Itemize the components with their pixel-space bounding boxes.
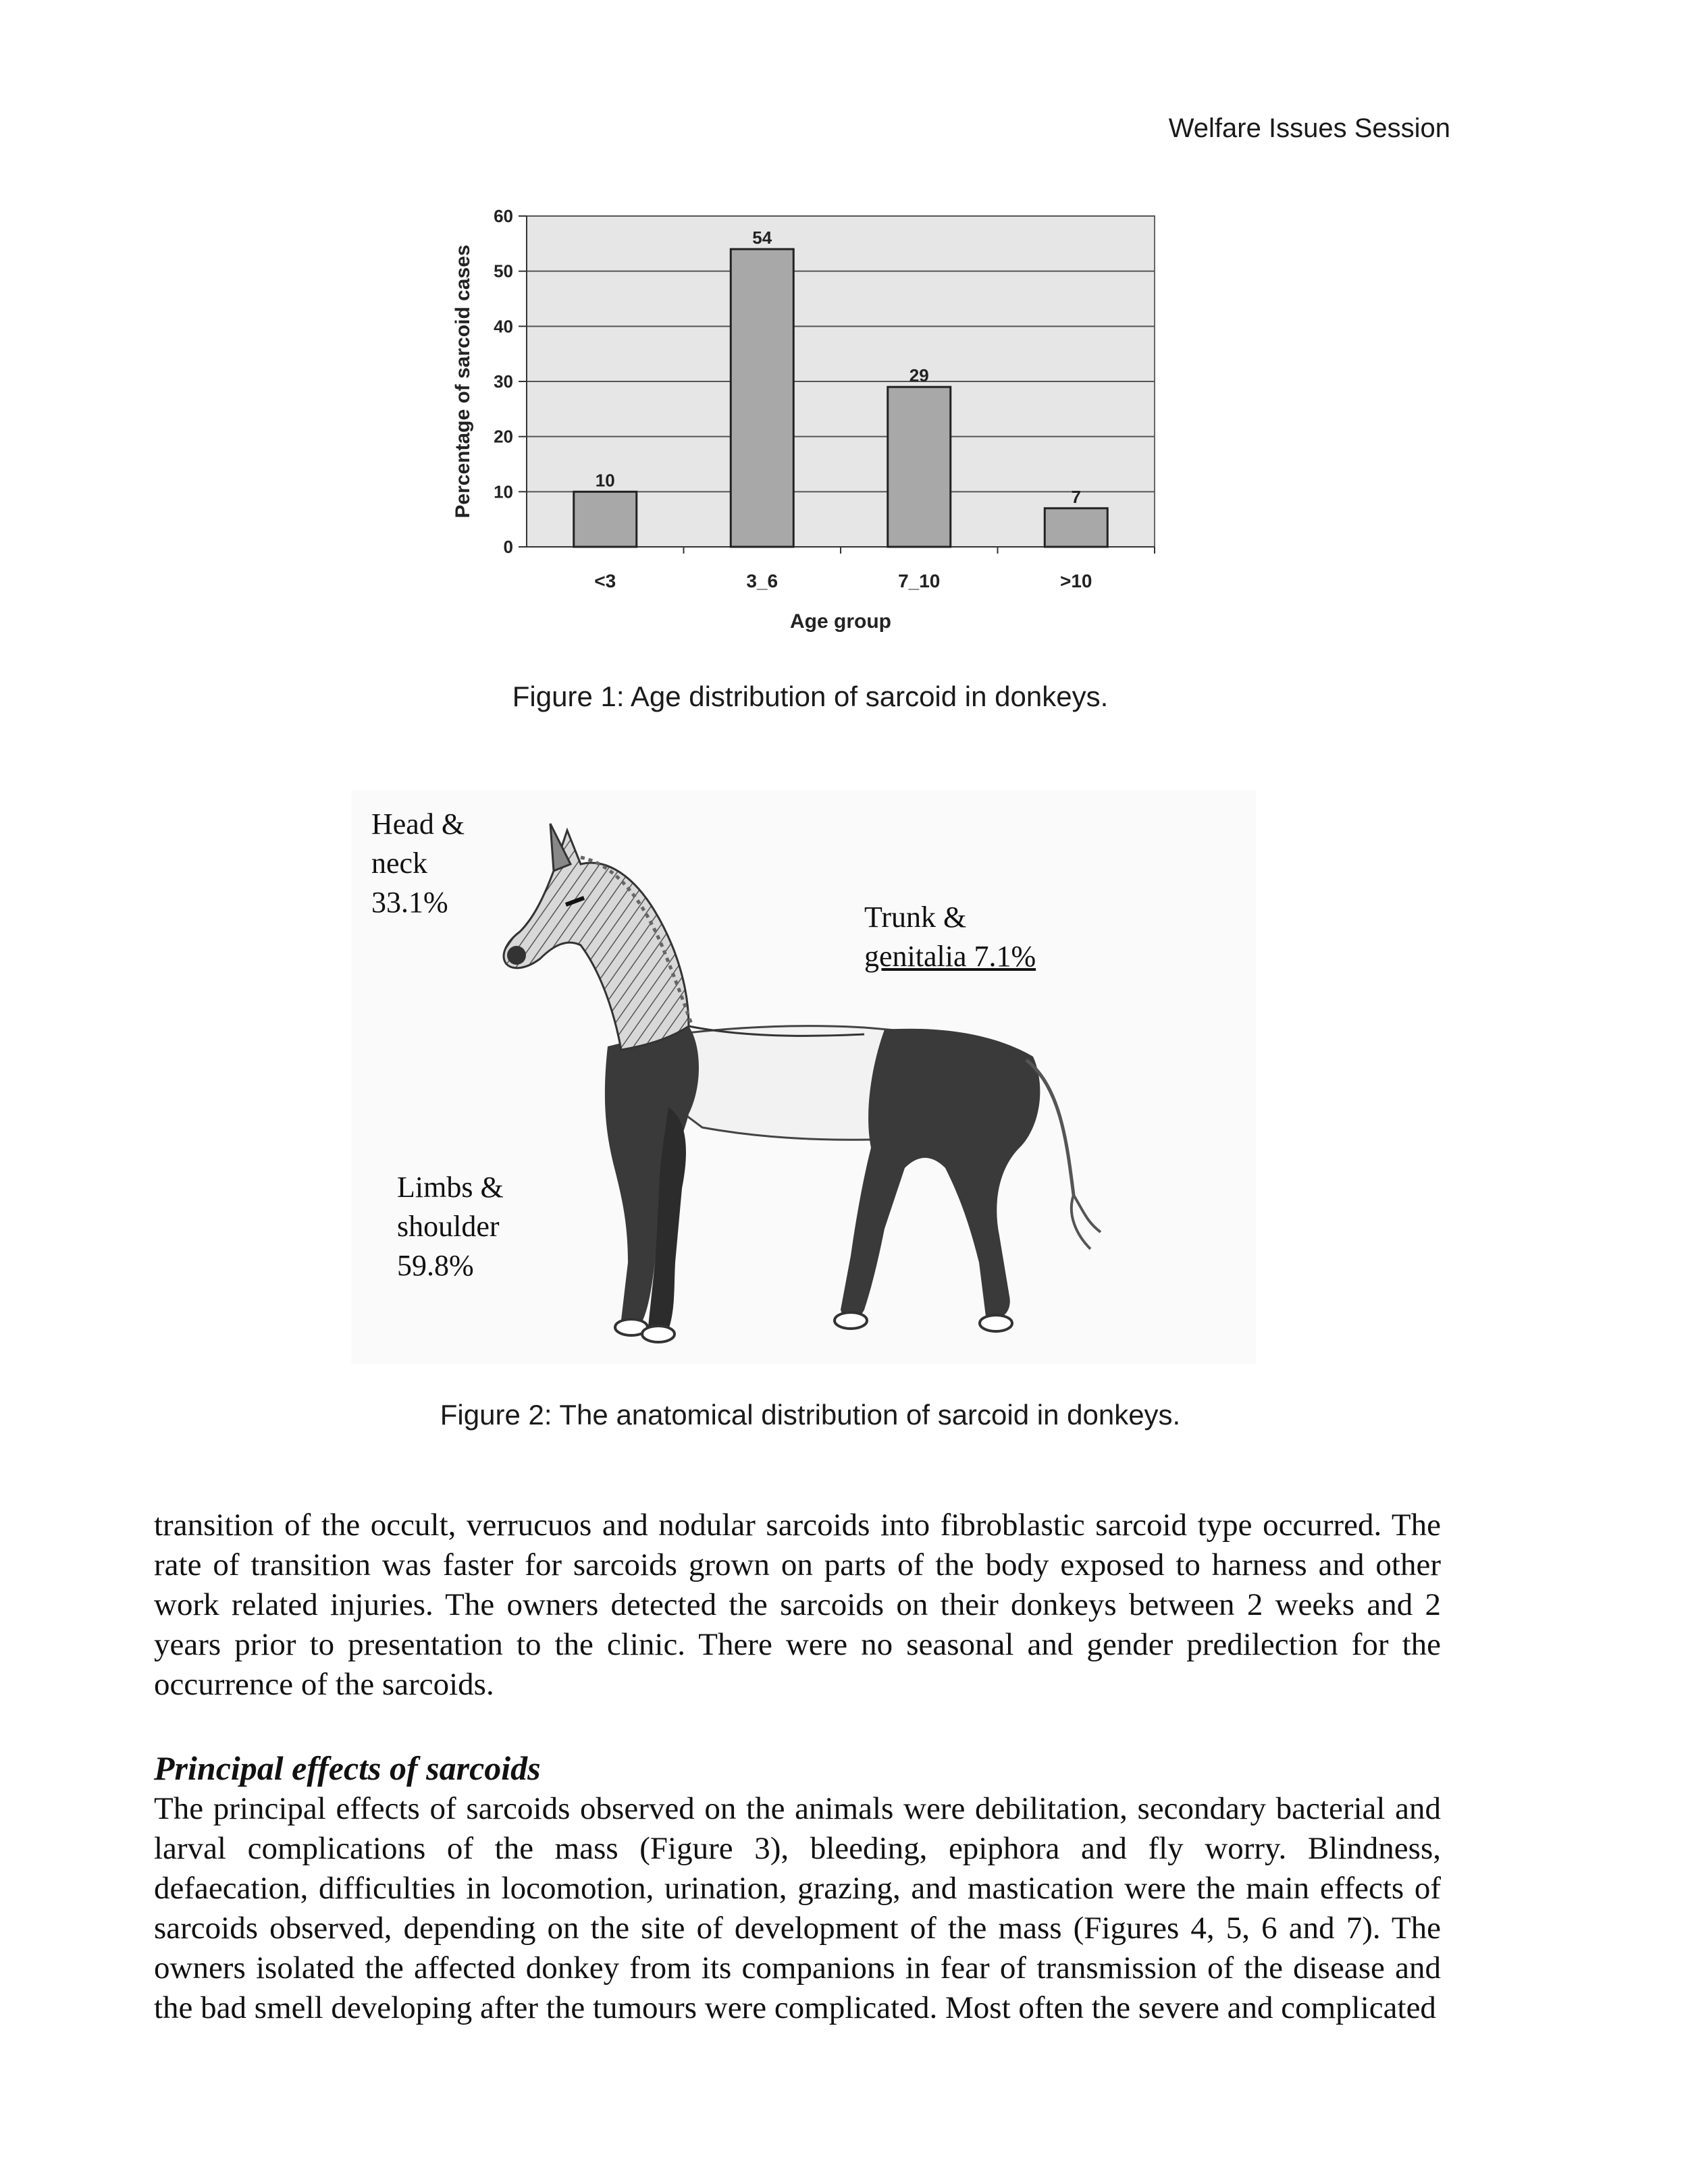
bar-0	[574, 491, 637, 547]
y-tick-label: 0	[503, 537, 513, 557]
age-distribution-chart-svg	[439, 196, 1182, 655]
trunk-label-line2: genitalia 7.1%	[864, 940, 1036, 973]
hoof-2	[642, 1326, 675, 1342]
bar-1	[731, 249, 793, 547]
age-distribution-chart	[439, 196, 1182, 655]
bar-3	[1045, 508, 1107, 547]
limbs-shoulder-label	[397, 1168, 546, 1285]
head-label-line1: Head &	[371, 807, 465, 841]
x-tick-label-0: <3	[594, 570, 616, 591]
trunk-genitalia-label	[864, 898, 1121, 976]
y-tick-label: 60	[494, 206, 513, 226]
data-label-3: 7	[1071, 486, 1081, 507]
y-axis-label: Percentage of sarcoid cases	[452, 244, 474, 518]
body-paragraph-1: transition of the occult, verrucuos and nodular sarcoids into fibroblastic sarcoid type occurred. The rate of transition was faster for sarcoids grown on parts of the body exposed to harness and other work related injuries. The owners detected the sarcoids on their donkeys between 2 weeks and 2 years prior to presentation to the clinic. There were no seasonal and gender predilection for the occurrence of the sarcoids.	[154, 1508, 1441, 1702]
figure1-caption: Figure 1: Age distribution of sarcoid in donkeys.	[512, 681, 1109, 712]
limbs-label-line3: 59.8%	[397, 1249, 474, 1282]
figure2-caption: Figure 2: The anatomical distribution of sarcoid in donkeys.	[440, 1399, 1181, 1431]
y-tick-label: 10	[494, 481, 513, 502]
y-tick-label: 30	[494, 371, 513, 392]
y-tick-label: 20	[494, 426, 513, 447]
x-tick-label-2: 7_10	[898, 570, 941, 591]
head-neck-label	[371, 805, 506, 922]
limbs-label-line1: Limbs &	[397, 1171, 504, 1204]
y-tick-label: 40	[494, 316, 513, 337]
hoof-3	[835, 1312, 867, 1329]
data-label-0: 10	[595, 470, 615, 491]
body-paragraph-2: The principal effects of sarcoids observed on the animals were debilitation, secondary bacterial and larval complications of the mass (Figure 3), bleeding, epiphora and fly worry. Blindness, defaecation, difficulties in locomotion, urination, grazing, and mastication were the main effects of sarcoids observed, depending on the site of development of the mass (Figures 4, 5, 6 and 7). The owners isolated the affected donkey from its companions in fear of transmission of the disease and the bad smell developing after the tumours were complicated. Most often the severe and complicated	[154, 1791, 1441, 2025]
anatomical-distribution-figure	[351, 790, 1256, 1364]
section-heading: Principal effects of sarcoids	[154, 1749, 541, 1787]
head-label-line3: 33.1%	[371, 886, 448, 919]
x-axis-label: Age group	[790, 610, 891, 633]
y-tick-label: 50	[494, 261, 513, 282]
limbs-label-line2: shoulder	[397, 1210, 500, 1243]
trunk-label-line1: Trunk &	[864, 901, 967, 934]
head-label-line2: neck	[371, 847, 428, 880]
data-label-2: 29	[909, 365, 929, 386]
hoof-4	[980, 1315, 1012, 1331]
bar-2	[888, 387, 951, 547]
muzzle	[507, 946, 526, 965]
data-label-1: 54	[752, 228, 772, 248]
x-tick-label-3: >10	[1060, 570, 1092, 591]
running-header: Welfare Issues Session	[1168, 113, 1450, 143]
x-tick-label-1: 3_6	[746, 570, 779, 591]
